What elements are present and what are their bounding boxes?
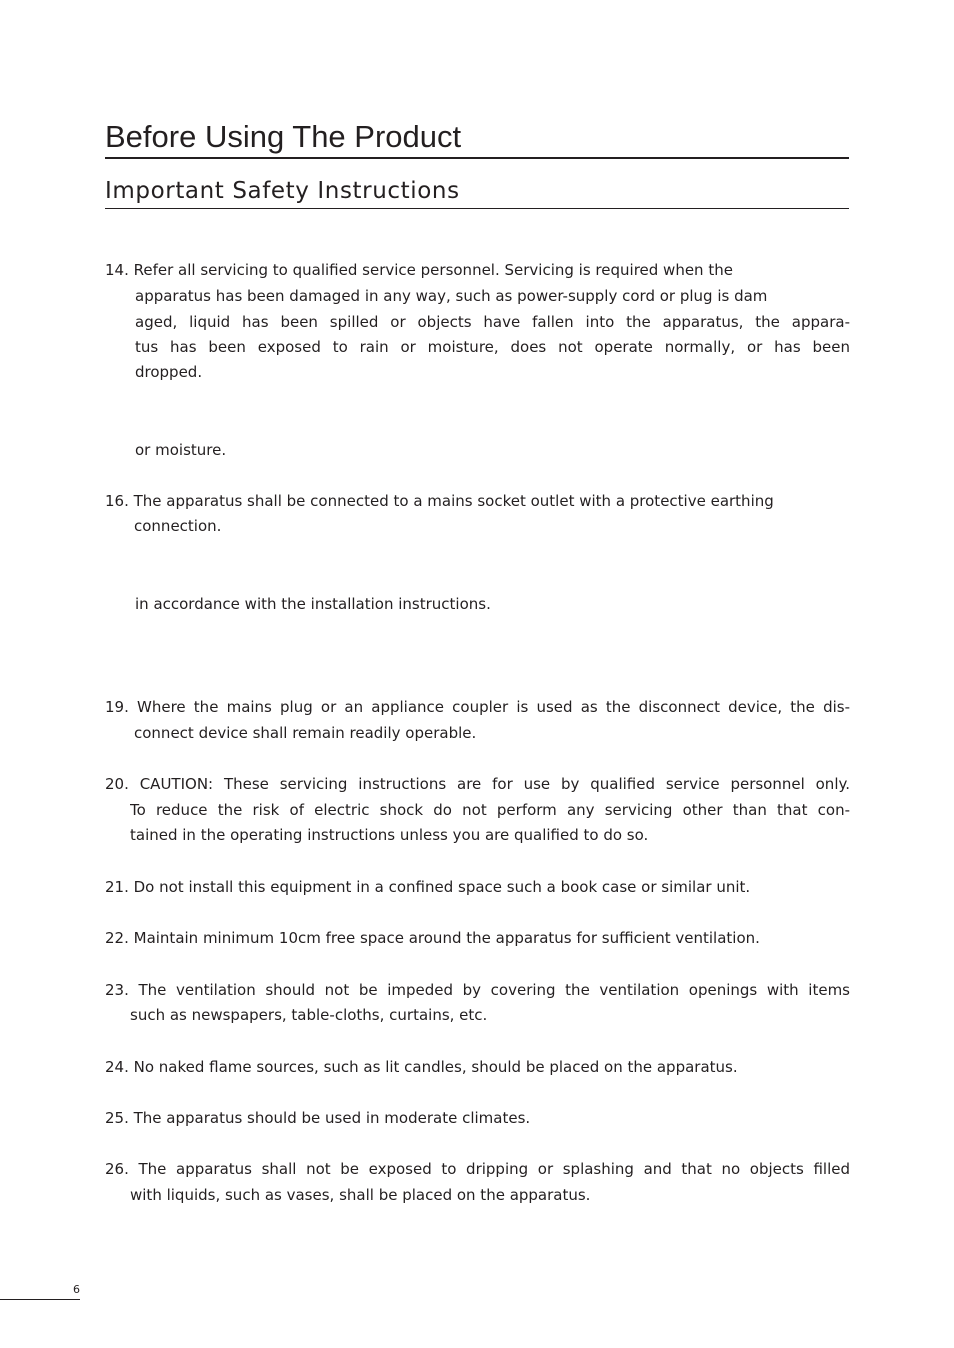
section-subtitle: Important Safety Instructions xyxy=(105,178,460,204)
instruction-14-line-3: aged, liquid has been spilled or objects have fallen into the apparatus, the appara- xyxy=(135,313,850,331)
footer-rule xyxy=(0,1299,80,1300)
instruction-25-line-1: 25. The apparatus should be used in moderate climates. xyxy=(105,1109,531,1127)
instruction-20-line-3: tained in the operating instructions unless you are qualified to do so. xyxy=(130,826,649,844)
instruction-23-line-1: 23. The ventilation should not be impeded by covering the ventilation openings with items xyxy=(105,981,850,999)
instruction-21-line-1: 21. Do not install this equipment in a confined space such a book case or similar unit. xyxy=(105,878,751,896)
instruction-23-line-2: such as newspapers, table-cloths, curtains, etc. xyxy=(130,1006,488,1024)
page-title: Before Using The Product xyxy=(105,119,462,154)
instruction-15-fragment: or moisture. xyxy=(135,441,227,459)
instruction-14-line-1: 14. Refer all servicing to qualified service personnel. Servicing is required when the xyxy=(105,261,733,279)
instruction-26-line-2: with liquids, such as vases, shall be placed on the apparatus. xyxy=(130,1186,591,1204)
subtitle-divider xyxy=(105,208,849,209)
page-number: 6 xyxy=(73,1283,80,1296)
instruction-14-line-5: dropped. xyxy=(135,363,203,381)
instruction-24-line-1: 24. No naked flame sources, such as lit candles, should be placed on the apparatus. xyxy=(105,1058,738,1076)
instruction-26-line-1: 26. The apparatus shall not be exposed to dripping or splashing and that no objects filled xyxy=(105,1160,850,1178)
title-divider xyxy=(105,157,849,159)
instruction-19-line-2: connect device shall remain readily operable. xyxy=(134,724,477,742)
instruction-20-line-2: To reduce the risk of electric shock do not perform any servicing other than that con- xyxy=(130,801,850,819)
instruction-22-line-1: 22. Maintain minimum 10cm free space around the apparatus for sufficient ventilation. xyxy=(105,929,760,947)
instruction-14-line-4: tus has been exposed to rain or moisture, does not operate normally, or has been xyxy=(135,338,850,356)
instruction-19-line-1: 19. Where the mains plug or an appliance coupler is used as the disconnect device, the dis- xyxy=(105,698,850,716)
instruction-20-line-1: 20. CAUTION: These servicing instructions are for use by qualified service personnel only. xyxy=(105,775,850,793)
instruction-14-line-2: apparatus has been damaged in any way, such as power-supply cord or plug is dam xyxy=(135,287,768,305)
instruction-16-line-2: connection. xyxy=(134,517,222,535)
instruction-16-line-1: 16. The apparatus shall be connected to a mains socket outlet with a protective earthing xyxy=(105,492,774,510)
instruction-17-fragment: in accordance with the installation instructions. xyxy=(135,595,491,613)
